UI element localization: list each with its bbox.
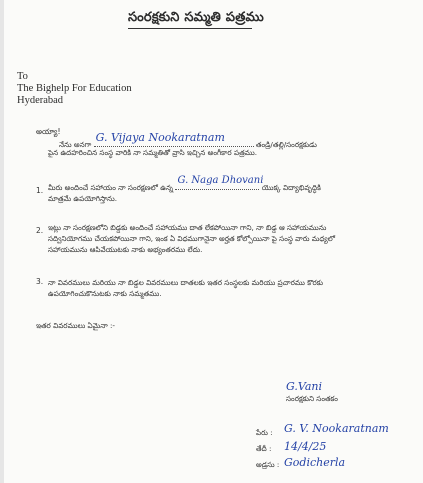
scan-edge (0, 0, 4, 483)
item-2-number: 2. (36, 226, 44, 235)
address-value: Godicherla (284, 456, 346, 469)
item-2-line-3: సహాయమును ఆపివేయుటకు నాకు అభ్యంతరము లేదు. (48, 245, 203, 254)
name-label: పేరు : (256, 428, 273, 437)
item-3-number: 3. (36, 277, 44, 286)
item-1-prefix: మీరు అందించే సహాయం నా సంరక్షణలో ఉన్న (48, 183, 174, 192)
guardian-signature: G.Vani (286, 380, 322, 393)
guardian-name-field (94, 131, 254, 147)
date-value: 14/4/25 (284, 440, 327, 453)
addressee-org: The Bighelp For Education (17, 83, 132, 94)
date-label: తేదీ : (256, 444, 272, 453)
item-3-line-2: ఉపయోగించుకొనుటకు నాకు సమ్మతము. (48, 289, 162, 298)
student-name-field (175, 175, 264, 190)
addressee-block (17, 71, 132, 107)
item-3-line-1: నా వివరములు మరియు నా బిడ్డల వివరములు దాతలకు ఇతర సంస్థలకు మరియు ప్రచారము కొరకు (48, 278, 323, 287)
addressee-to: To (17, 71, 28, 82)
item-1-suffix: యొక్క విద్యాభివృద్ధికి (261, 183, 321, 192)
item-1-line-1 (48, 175, 321, 193)
student-name-handwritten: G. Naga Dhovani (177, 175, 264, 186)
salutation: అయ్యా! (36, 127, 61, 136)
name-value: G. V. Nookaratnam (284, 422, 389, 435)
item-1-line-2: మాత్రమే ఉపయోగిస్తాను. (48, 194, 117, 203)
address-label: అడ్రసు : (256, 460, 280, 469)
signature-label: సంరక్షకుని సంతకం (286, 394, 338, 403)
item-2 (48, 222, 335, 255)
other-details-label: ఇతర వివరములు ఏమైనా :- (36, 321, 116, 330)
item-2-line-2: సద్వినియోగము చేయకపోయినా గాని, ఇంక ఏ విధముగానైనా అర్హత కోల్పోయినా పై సంస్థ వారు మధ్యలో (48, 234, 336, 243)
item-1-number: 1. (36, 186, 44, 195)
addressee-city: Hyderabad (17, 95, 64, 106)
intro-suffix: తండ్రి/తల్లి/సంరక్షకుడు (255, 140, 317, 149)
title-underline (128, 28, 252, 29)
document-title: సంరక్షకుని సమ్మతి పత్రము (128, 10, 264, 25)
intro-line-2: పైన ఉదహరించిన సంస్థ వారికి నా సమ్మతితో వ్రాసి ఇచ్చిన అంగీకార పత్రము. (48, 148, 258, 157)
item-3 (48, 277, 323, 299)
guardian-name-handwritten: G. Vijaya Nookaratnam (95, 131, 225, 144)
intro-prefix: నేను అనగా (59, 140, 92, 149)
item-2-line-1: ఇట్లు నా సంరక్షణలోని బిడ్డకు అందించే సహాయము దాత లేకపోయినా గాని, నా బిడ్డ ఆ సహాయమును (48, 223, 327, 232)
item-1 (48, 175, 321, 204)
